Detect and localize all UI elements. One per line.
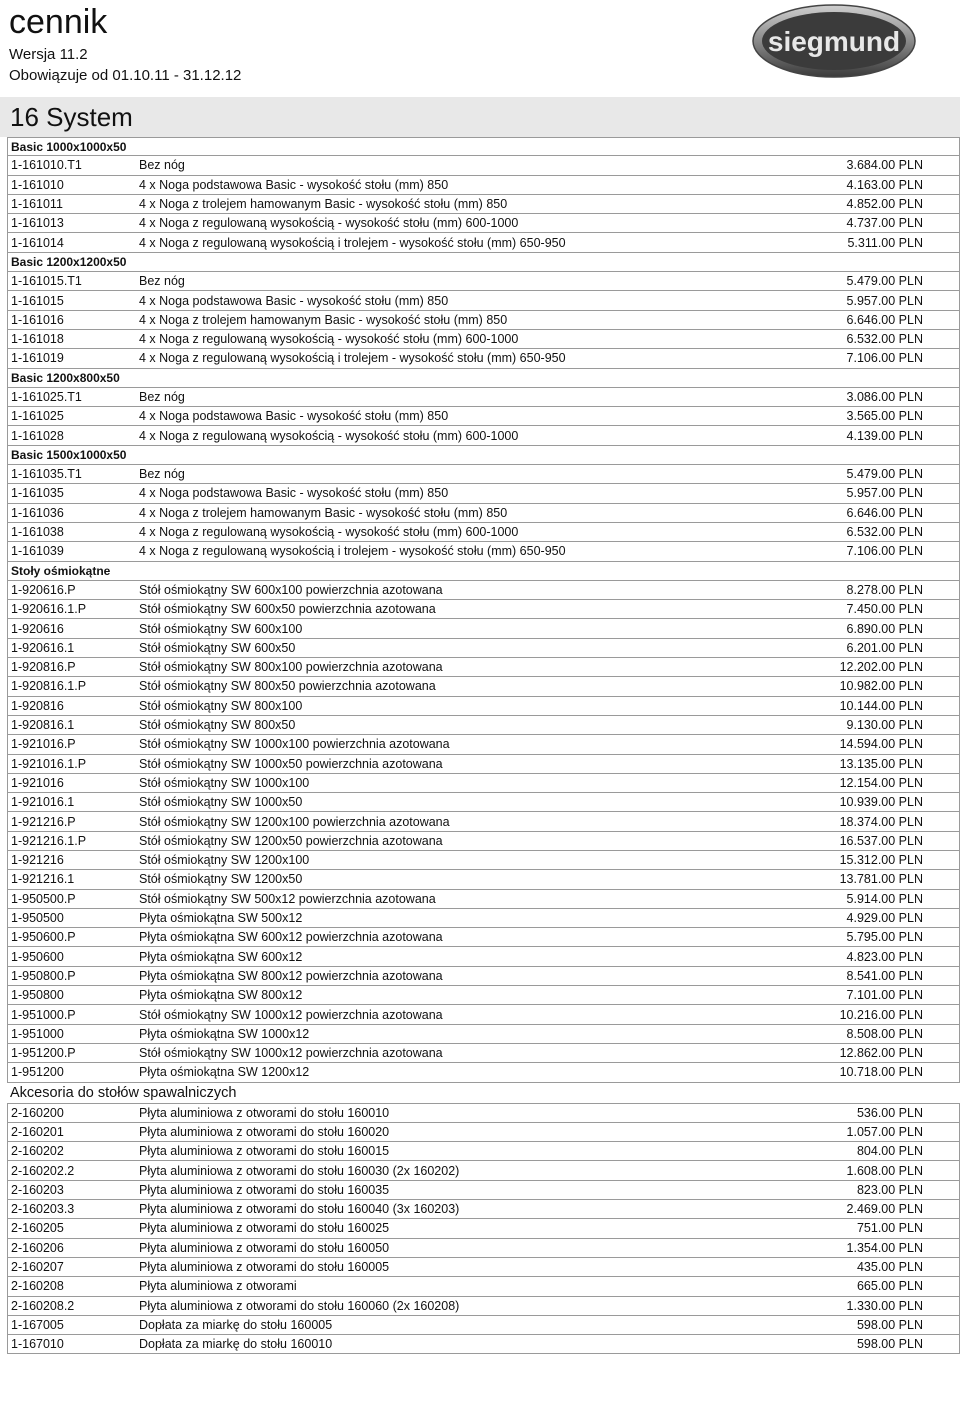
table-row <box>7 233 960 252</box>
item-description: Stół ośmiokątny SW 500x12 powierzchnia azotowana <box>139 891 436 906</box>
item-description: Stół ośmiokątny SW 600x50 powierzchnia azotowana <box>139 602 436 617</box>
table-row <box>7 619 960 638</box>
group-header <box>7 446 960 465</box>
table-row <box>7 774 960 793</box>
item-description: Bez nóg <box>139 158 185 173</box>
item-price: 12.202.00 PLN <box>839 660 923 675</box>
item-price: 665.00 PLN <box>856 1279 923 1294</box>
table-row <box>7 639 960 658</box>
table-row <box>7 812 960 831</box>
table-row <box>7 407 960 426</box>
item-price: 15.312.00 PLN <box>839 853 923 868</box>
item-code: 1-161035 <box>11 486 64 501</box>
item-description: Płyta aluminiowa z otworami do stołu 160050 <box>139 1240 390 1255</box>
group-label: Basic 1200x1200x50 <box>11 254 127 269</box>
category-header <box>7 1083 960 1104</box>
item-description: Stół ośmiokątny SW 1000x12 powierzchnia azotowana <box>139 1007 443 1022</box>
item-description: Stół ośmiokątny SW 1000x50 <box>139 795 303 810</box>
table-row <box>7 581 960 600</box>
item-code: 1-161025.T1 <box>11 390 82 404</box>
item-code: 2-160203.3 <box>11 1202 75 1217</box>
table-row <box>7 1005 960 1024</box>
item-code: 1-161011 <box>11 197 63 212</box>
item-price: 6.532.00 PLN <box>846 332 923 347</box>
item-code: 1-920616 <box>11 621 64 636</box>
item-code: 1-921016.P <box>11 737 76 752</box>
item-code: 1-921216 <box>11 853 64 868</box>
table-row <box>7 349 960 368</box>
item-price: 6.201.00 PLN <box>846 640 923 655</box>
item-description: Płyta ośmiokątna SW 800x12 <box>139 988 303 1003</box>
table-row <box>7 677 960 696</box>
item-price: 12.862.00 PLN <box>839 1046 923 1061</box>
table-row <box>7 311 960 330</box>
item-description: Płyta aluminiowa z otworami do stołu 160015 <box>139 1144 390 1159</box>
category-title: Akcesoria do stołów spawalniczych <box>10 1084 237 1101</box>
table-row <box>7 1316 960 1335</box>
item-description: Płyta aluminiowa z otworami do stołu 160060 (2x 160208) <box>139 1298 460 1313</box>
item-price: 4.823.00 PLN <box>846 949 923 964</box>
item-price: 18.374.00 PLN <box>839 814 923 829</box>
item-description: Płyta ośmiokątna SW 800x12 powierzchnia azotowana <box>139 968 443 983</box>
item-price: 13.135.00 PLN <box>839 756 923 771</box>
item-price: 1.057.00 PLN <box>846 1124 923 1139</box>
item-description: 4 x Noga z regulowaną wysokością - wysokość stołu (mm) 600-1000 <box>139 332 519 347</box>
item-code: 1-167005 <box>11 1317 64 1332</box>
item-description: Stół ośmiokątny SW 600x50 <box>139 640 296 655</box>
table-row <box>7 388 960 407</box>
table-row <box>7 465 960 484</box>
table-row <box>7 1297 960 1316</box>
validity-label: Obowiązuje od 01.10.11 - 31.12.12 <box>9 67 242 84</box>
item-code: 1-950500 <box>11 911 64 926</box>
item-description: Płyta aluminiowa z otworami do stołu 160010 <box>139 1105 390 1120</box>
table-row <box>7 832 960 851</box>
item-description: Bez nóg <box>139 274 185 289</box>
item-price: 4.139.00 PLN <box>846 428 923 443</box>
item-code: 1-161016 <box>11 312 64 327</box>
table-row <box>7 1104 960 1123</box>
item-code: 1-161010.T1 <box>11 158 82 173</box>
item-description: Płyta aluminiowa z otworami do stołu 160035 <box>139 1182 390 1197</box>
item-price: 8.508.00 PLN <box>846 1026 923 1041</box>
item-price: 435.00 PLN <box>856 1260 923 1275</box>
item-code: 1-161025 <box>11 409 64 424</box>
item-description: Płyta ośmiokątna SW 600x12 <box>139 949 303 964</box>
item-description: 4 x Noga z trolejem hamowanym Basic - wysokość stołu (mm) 850 <box>139 505 508 520</box>
table-row <box>7 890 960 909</box>
item-code: 1-161039 <box>11 544 64 559</box>
item-price: 6.646.00 PLN <box>846 312 923 327</box>
page-header <box>0 0 960 95</box>
table-row <box>7 426 960 445</box>
item-code: 2-160200 <box>11 1105 64 1120</box>
table-row <box>7 542 960 561</box>
price-table <box>7 137 960 1354</box>
page-title: cennik <box>9 3 108 41</box>
item-price: 10.216.00 PLN <box>839 1007 923 1022</box>
group-header <box>7 369 960 388</box>
item-price: 6.532.00 PLN <box>846 525 923 540</box>
item-code: 1-920616.1.P <box>11 602 87 617</box>
item-price: 7.106.00 PLN <box>846 351 923 366</box>
item-description: Płyta aluminiowa z otworami do stołu 160005 <box>139 1260 390 1275</box>
table-row <box>7 523 960 542</box>
item-code: 1-951200.P <box>11 1046 76 1061</box>
table-row <box>7 484 960 503</box>
item-price: 823.00 PLN <box>856 1182 923 1197</box>
item-code: 1-921216.P <box>11 814 76 829</box>
item-description: Bez nóg <box>139 467 185 482</box>
group-header <box>7 562 960 581</box>
item-code: 2-160206 <box>11 1240 64 1255</box>
table-row <box>7 1239 960 1258</box>
item-price: 7.450.00 PLN <box>846 602 923 617</box>
table-row <box>7 1258 960 1277</box>
item-price: 598.00 PLN <box>856 1317 923 1332</box>
logo-text: siegmund <box>767 26 901 57</box>
item-description: 4 x Noga z trolejem hamowanym Basic - wysokość stołu (mm) 850 <box>139 312 508 327</box>
group-label: Basic 1500x1000x50 <box>11 447 127 462</box>
item-code: 1-161019 <box>11 351 64 366</box>
item-description: Bez nóg <box>139 390 185 404</box>
table-row <box>7 1123 960 1142</box>
item-code: 1-161013 <box>11 216 64 231</box>
item-price: 12.154.00 PLN <box>839 775 923 790</box>
item-code: 1-161038 <box>11 525 64 540</box>
item-code: 1-951000.P <box>11 1007 76 1022</box>
item-price: 6.646.00 PLN <box>846 505 923 520</box>
item-description: Dopłata za miarkę do stołu 160005 <box>139 1317 333 1332</box>
table-row <box>7 870 960 889</box>
group-label: Basic 1000x1000x50 <box>11 139 127 154</box>
siegmund-logo <box>752 4 916 78</box>
table-row <box>7 600 960 619</box>
item-description: 4 x Noga z regulowaną wysokością i trolejem - wysokość stołu (mm) 650-950 <box>139 235 566 250</box>
version-label: Wersja 11.2 <box>9 46 88 63</box>
item-code: 2-160202 <box>11 1144 64 1159</box>
item-code: 1-950800.P <box>11 968 76 983</box>
item-description: Płyta aluminiowa z otworami <box>139 1279 297 1294</box>
item-description: 4 x Noga z regulowaną wysokością i trolejem - wysokość stołu (mm) 650-950 <box>139 351 566 366</box>
item-price: 1.608.00 PLN <box>846 1163 923 1178</box>
table-row <box>7 697 960 716</box>
item-description: 4 x Noga z regulowaną wysokością i trolejem - wysokość stołu (mm) 650-950 <box>139 544 566 559</box>
item-price: 536.00 PLN <box>856 1105 923 1120</box>
item-code: 2-160202.2 <box>11 1163 75 1178</box>
item-description: Dopłata za miarkę do stołu 160010 <box>139 1337 333 1352</box>
table-row <box>7 793 960 812</box>
item-code: 1-921016.1.P <box>11 756 87 771</box>
item-description: Stół ośmiokątny SW 600x100 <box>139 621 303 636</box>
item-price: 10.982.00 PLN <box>839 679 923 694</box>
item-description: Stół ośmiokątny SW 1000x12 powierzchnia azotowana <box>139 1046 443 1061</box>
table-row <box>7 967 960 986</box>
item-description: Stół ośmiokątny SW 800x100 powierzchnia azotowana <box>139 660 443 675</box>
item-code: 2-160201 <box>11 1124 64 1139</box>
table-row <box>7 176 960 195</box>
item-price: 13.781.00 PLN <box>839 872 923 887</box>
table-row <box>7 1161 960 1180</box>
item-description: 4 x Noga z regulowaną wysokością - wysokość stołu (mm) 600-1000 <box>139 525 519 540</box>
item-price: 751.00 PLN <box>856 1221 923 1236</box>
group-header <box>7 253 960 272</box>
item-price: 10.939.00 PLN <box>839 795 923 810</box>
table-row <box>7 330 960 349</box>
item-description: Stół ośmiokątny SW 1000x100 <box>139 775 310 790</box>
item-code: 1-920816.1 <box>11 718 75 733</box>
table-row <box>7 272 960 291</box>
item-description: Płyta aluminiowa z otworami do stołu 160020 <box>139 1124 390 1139</box>
item-description: Płyta aluminiowa z otworami do stołu 160025 <box>139 1221 390 1236</box>
item-description: Płyta ośmiokątna SW 600x12 powierzchnia azotowana <box>139 930 443 945</box>
item-code: 1-920816.P <box>11 660 76 675</box>
item-price: 5.957.00 PLN <box>846 293 923 308</box>
table-row <box>7 947 960 966</box>
item-code: 1-161015 <box>11 293 64 308</box>
item-price: 7.101.00 PLN <box>846 988 923 1003</box>
item-description: Płyta ośmiokątna SW 500x12 <box>139 911 303 926</box>
item-code: 1-920816 <box>11 698 64 713</box>
item-price: 14.594.00 PLN <box>839 737 923 752</box>
item-description: Stół ośmiokątny SW 800x50 powierzchnia azotowana <box>139 679 436 694</box>
item-description: Stół ośmiokątny SW 1000x100 powierzchnia azotowana <box>139 737 450 752</box>
item-code: 1-921016 <box>11 775 64 790</box>
item-price: 4.737.00 PLN <box>846 216 923 231</box>
item-code: 1-161010 <box>11 177 64 192</box>
item-code: 1-161028 <box>11 428 64 443</box>
item-code: 2-160208 <box>11 1279 64 1294</box>
table-row <box>7 504 960 523</box>
table-row <box>7 195 960 214</box>
item-price: 5.957.00 PLN <box>846 486 923 501</box>
item-description: 4 x Noga podstawowa Basic - wysokość stołu (mm) 850 <box>139 177 449 192</box>
item-price: 5.479.00 PLN <box>846 467 923 482</box>
item-description: 4 x Noga podstawowa Basic - wysokość stołu (mm) 850 <box>139 409 449 424</box>
item-code: 1-161036 <box>11 505 64 520</box>
table-row <box>7 658 960 677</box>
item-price: 5.795.00 PLN <box>846 930 923 945</box>
table-row <box>7 986 960 1005</box>
item-description: Stół ośmiokątny SW 800x50 <box>139 718 296 733</box>
item-price: 598.00 PLN <box>856 1337 923 1352</box>
table-row <box>7 1044 960 1063</box>
table-row <box>7 735 960 754</box>
item-code: 1-950600 <box>11 949 64 964</box>
item-price: 10.718.00 PLN <box>839 1065 923 1080</box>
item-price: 16.537.00 PLN <box>839 833 923 848</box>
group-label: Stoły ośmiokątne <box>11 563 111 578</box>
item-price: 5.914.00 PLN <box>846 891 923 906</box>
item-description: Płyta ośmiokątna SW 1000x12 <box>139 1026 310 1041</box>
item-description: Stół ośmiokątny SW 1200x50 powierzchnia azotowana <box>139 833 443 848</box>
table-row <box>7 214 960 233</box>
item-description: Stół ośmiokątny SW 1200x100 powierzchnia azotowana <box>139 814 450 829</box>
item-code: 1-161035.T1 <box>11 467 82 482</box>
item-description: Płyta ośmiokątna SW 1200x12 <box>139 1065 310 1080</box>
item-code: 1-921216.1 <box>11 872 75 887</box>
item-code: 1-920816.1.P <box>11 679 87 694</box>
item-price: 804.00 PLN <box>856 1144 923 1159</box>
item-code: 1-950800 <box>11 988 64 1003</box>
item-price: 1.330.00 PLN <box>846 1298 923 1313</box>
item-price: 3.565.00 PLN <box>846 409 923 424</box>
item-code: 1-920616.P <box>11 582 76 597</box>
table-row <box>7 1142 960 1161</box>
item-code: 1-920616.1 <box>11 640 75 655</box>
item-code: 1-161014 <box>11 235 64 250</box>
table-row <box>7 291 960 310</box>
item-description: 4 x Noga z regulowaną wysokością - wysokość stołu (mm) 600-1000 <box>139 428 519 443</box>
table-row <box>7 1219 960 1238</box>
item-price: 4.852.00 PLN <box>846 197 923 212</box>
table-row <box>7 1200 960 1219</box>
item-price: 10.144.00 PLN <box>839 698 923 713</box>
item-description: Stół ośmiokątny SW 1000x50 powierzchnia azotowana <box>139 756 443 771</box>
group-header <box>7 137 960 156</box>
section-title: 16 System <box>10 102 133 132</box>
item-price: 5.479.00 PLN <box>846 274 923 289</box>
item-description: 4 x Noga podstawowa Basic - wysokość stołu (mm) 850 <box>139 293 449 308</box>
item-description: 4 x Noga podstawowa Basic - wysokość stołu (mm) 850 <box>139 486 449 501</box>
item-price: 7.106.00 PLN <box>846 544 923 559</box>
item-price: 8.278.00 PLN <box>846 582 923 597</box>
item-price: 3.684.00 PLN <box>846 158 923 173</box>
item-price: 9.130.00 PLN <box>846 718 923 733</box>
item-price: 6.890.00 PLN <box>846 621 923 636</box>
item-description: Stół ośmiokątny SW 1200x50 <box>139 872 303 887</box>
table-row <box>7 909 960 928</box>
item-description: Stół ośmiokątny SW 600x100 powierzchnia azotowana <box>139 582 443 597</box>
group-label: Basic 1200x800x50 <box>11 370 120 385</box>
item-price: 4.929.00 PLN <box>846 911 923 926</box>
item-description: Stół ośmiokątny SW 800x100 <box>139 698 303 713</box>
table-row <box>7 716 960 735</box>
item-description: Stół ośmiokątny SW 1200x100 <box>139 853 310 868</box>
table-row <box>7 1025 960 1044</box>
table-row <box>7 755 960 774</box>
item-description: Płyta aluminiowa z otworami do stołu 160040 (3x 160203) <box>139 1202 460 1217</box>
item-price: 4.163.00 PLN <box>846 177 923 192</box>
item-code: 2-160205 <box>11 1221 64 1236</box>
item-price: 5.311.00 PLN <box>847 235 923 250</box>
table-row <box>7 1063 960 1082</box>
item-code: 1-951200 <box>11 1065 64 1080</box>
item-code: 1-921016.1 <box>11 795 75 810</box>
table-row <box>7 1181 960 1200</box>
item-code: 1-167010 <box>11 1337 64 1352</box>
table-row <box>7 156 960 175</box>
item-price: 1.354.00 PLN <box>846 1240 923 1255</box>
item-code: 1-950500.P <box>11 891 76 906</box>
section-header <box>0 97 960 137</box>
item-code: 1-161015.T1 <box>11 274 82 289</box>
item-description: Płyta aluminiowa z otworami do stołu 160030 (2x 160202) <box>139 1163 460 1178</box>
item-price: 3.086.00 PLN <box>846 390 923 404</box>
item-code: 2-160208.2 <box>11 1298 75 1313</box>
item-code: 1-950600.P <box>11 930 76 945</box>
item-code: 1-951000 <box>11 1026 64 1041</box>
item-description: 4 x Noga z trolejem hamowanym Basic - wysokość stołu (mm) 850 <box>139 197 508 212</box>
table-row <box>7 1335 960 1354</box>
table-row <box>7 851 960 870</box>
table-row <box>7 1277 960 1296</box>
item-price: 8.541.00 PLN <box>846 968 923 983</box>
table-row <box>7 928 960 947</box>
item-price: 2.469.00 PLN <box>846 1202 923 1217</box>
item-code: 2-160207 <box>11 1260 64 1275</box>
item-code: 2-160203 <box>11 1182 64 1197</box>
item-code: 1-161018 <box>11 332 64 347</box>
item-code: 1-921216.1.P <box>11 833 87 848</box>
item-description: 4 x Noga z regulowaną wysokością - wysokość stołu (mm) 600-1000 <box>139 216 519 231</box>
